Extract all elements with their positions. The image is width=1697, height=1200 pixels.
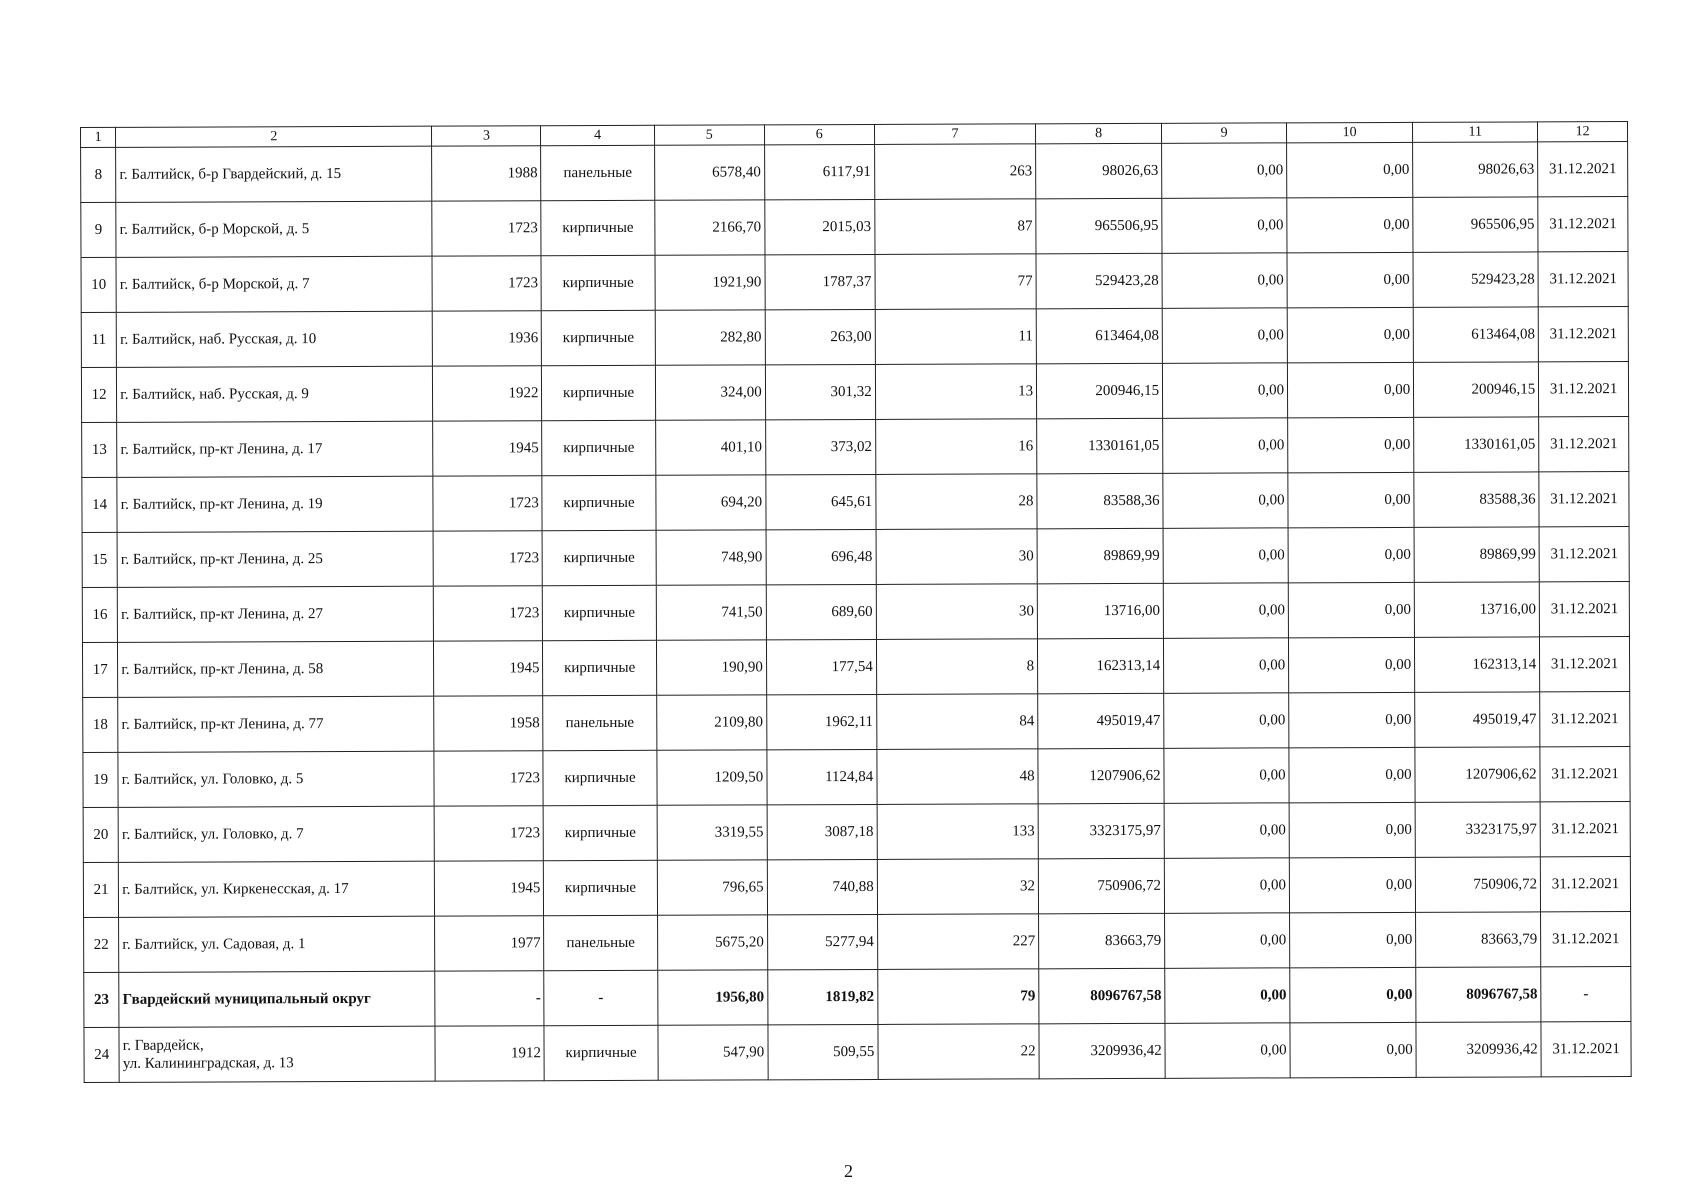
amount-cell: 0,00 xyxy=(1289,637,1415,692)
date-cell: 31.12.2021 xyxy=(1539,582,1629,637)
amount-cell: 3209936,42 xyxy=(1416,1022,1541,1077)
amount-cell: 0,00 xyxy=(1288,527,1414,582)
table-row xyxy=(83,692,1630,753)
amount-cell: 965506,95 xyxy=(1036,198,1162,253)
amount-cell: 1207906,62 xyxy=(1415,747,1540,802)
row-index-cell: 17 xyxy=(82,642,117,697)
amount-cell: 529423,28 xyxy=(1036,253,1162,308)
amount-cell: 8096767,58 xyxy=(1416,967,1541,1022)
table-row xyxy=(81,142,1628,203)
year-cell: 1936 xyxy=(433,311,542,366)
table-row xyxy=(82,637,1629,698)
wall-material-cell: кирпичные xyxy=(542,475,655,530)
subtotal-row xyxy=(84,967,1631,1028)
table-row xyxy=(83,747,1630,808)
amount-cell: 200946,15 xyxy=(1036,363,1162,418)
total-area-cell: 5675,20 xyxy=(657,915,767,970)
amount-cell: 0,00 xyxy=(1289,802,1415,857)
date-cell: 31.12.2021 xyxy=(1539,472,1629,527)
year-cell: 1945 xyxy=(433,421,542,476)
living-area-cell: 1787,37 xyxy=(765,254,875,309)
amount-cell: 495019,47 xyxy=(1415,692,1540,747)
wall-material-cell: кирпичные xyxy=(544,860,657,915)
table-row xyxy=(84,1022,1631,1083)
amount-cell: 0,00 xyxy=(1287,142,1413,197)
living-area-cell: 696,48 xyxy=(766,529,876,584)
table-row xyxy=(83,802,1630,863)
wall-material-cell: кирпичные xyxy=(541,255,654,310)
living-area-cell: 740,88 xyxy=(767,859,877,914)
residents-cell: 227 xyxy=(877,914,1039,970)
total-area-cell: 3319,55 xyxy=(657,805,767,860)
date-cell: 31.12.2021 xyxy=(1541,1022,1631,1077)
column-number: 8 xyxy=(1036,123,1162,143)
amount-cell: 965506,95 xyxy=(1413,197,1538,252)
address-cell: г. Балтийск, наб. Русская, д. 10 xyxy=(116,311,432,367)
year-cell: 1723 xyxy=(435,806,544,861)
amount-cell: 13716,00 xyxy=(1414,582,1539,637)
wall-material-cell: кирпичные xyxy=(541,200,654,255)
amount-cell: 0,00 xyxy=(1289,692,1415,747)
year-cell: 1723 xyxy=(432,201,541,256)
total-area-cell: 1956,80 xyxy=(657,970,767,1025)
wall-material-cell: кирпичные xyxy=(544,1025,657,1080)
living-area-cell: 263,00 xyxy=(765,309,875,364)
amount-cell: 0,00 xyxy=(1288,472,1414,527)
total-area-cell: 324,00 xyxy=(655,365,765,420)
address-cell: г. Балтийск, пр-кт Ленина, д. 17 xyxy=(117,421,433,477)
address-cell: г. Балтийск, пр-кт Ленина, д. 19 xyxy=(117,476,433,532)
table-row xyxy=(82,417,1629,478)
year-cell: 1945 xyxy=(434,641,543,696)
wall-material-cell: кирпичные xyxy=(543,585,656,640)
amount-cell: 0,00 xyxy=(1162,143,1287,198)
column-number: 3 xyxy=(432,126,541,146)
total-area-cell: 547,90 xyxy=(658,1025,768,1080)
amount-cell: 0,00 xyxy=(1164,803,1289,858)
row-index-cell: 16 xyxy=(82,587,117,642)
row-index-cell: 22 xyxy=(84,917,119,972)
address-cell: г. Балтийск, б-р Морской, д. 5 xyxy=(116,201,432,257)
amount-cell: 495019,47 xyxy=(1038,693,1164,748)
amount-cell: 0,00 xyxy=(1165,913,1290,968)
amount-cell: 89869,99 xyxy=(1037,528,1163,583)
amount-cell: 0,00 xyxy=(1162,308,1287,363)
row-index-cell: 20 xyxy=(83,807,118,862)
column-number: 1 xyxy=(81,127,116,147)
column-number: 5 xyxy=(654,125,764,145)
wall-material-cell: панельные xyxy=(541,145,654,200)
column-number: 6 xyxy=(764,124,874,144)
year-cell: 1912 xyxy=(435,1026,544,1081)
amount-cell: 0,00 xyxy=(1288,582,1414,637)
amount-cell: 0,00 xyxy=(1163,473,1288,528)
date-cell: 31.12.2021 xyxy=(1538,252,1628,307)
column-number: 7 xyxy=(874,124,1035,145)
row-index-cell: 21 xyxy=(83,862,118,917)
living-area-cell: 645,61 xyxy=(766,474,876,529)
amount-cell: 750906,72 xyxy=(1415,857,1540,912)
residents-cell: 16 xyxy=(875,419,1037,475)
year-cell: 1723 xyxy=(434,531,543,586)
row-index-cell: 10 xyxy=(81,257,116,312)
living-area-cell: 1124,84 xyxy=(767,749,877,804)
address-cell: г. Балтийск, наб. Русская, д. 9 xyxy=(117,366,433,422)
table-row xyxy=(81,197,1628,258)
amount-cell: 0,00 xyxy=(1165,1023,1290,1078)
amount-cell: 13716,00 xyxy=(1037,583,1163,638)
address-cell: г. Балтийск, пр-кт Ленина, д. 25 xyxy=(117,531,433,587)
address-cell: г. Балтийск, б-р Гвардейский, д. 15 xyxy=(116,146,432,202)
row-index-cell: 11 xyxy=(81,312,116,367)
amount-cell: 0,00 xyxy=(1163,528,1288,583)
living-area-cell: 1962,11 xyxy=(766,694,876,749)
amount-cell: 83663,79 xyxy=(1039,913,1165,968)
living-area-cell: 689,60 xyxy=(766,584,876,639)
amount-cell: 0,00 xyxy=(1287,252,1413,307)
row-index-cell: 24 xyxy=(84,1027,119,1082)
amount-cell: 0,00 xyxy=(1289,747,1415,802)
amount-cell: 0,00 xyxy=(1163,583,1288,638)
table-row xyxy=(81,362,1628,423)
date-cell: 31.12.2021 xyxy=(1538,307,1628,362)
date-cell: - xyxy=(1541,967,1631,1022)
amount-cell: 0,00 xyxy=(1164,693,1289,748)
table-row xyxy=(84,912,1631,973)
date-cell: 31.12.2021 xyxy=(1540,857,1630,912)
amount-cell: 1330161,05 xyxy=(1414,417,1539,472)
wall-material-cell: кирпичные xyxy=(542,365,655,420)
residents-cell: 8 xyxy=(876,639,1038,695)
total-area-cell: 694,20 xyxy=(656,475,766,530)
amount-cell: 3323175,97 xyxy=(1415,802,1540,857)
wall-material-cell: кирпичные xyxy=(543,530,656,585)
column-number: 4 xyxy=(541,125,654,145)
living-area-cell: 6117,91 xyxy=(764,144,874,199)
amount-cell: 613464,08 xyxy=(1413,307,1538,362)
address-cell: Гвардейский муниципальный округ xyxy=(119,971,435,1027)
living-area-cell: 3087,18 xyxy=(767,804,877,859)
housing-registry-table xyxy=(80,121,1632,1083)
date-cell: 31.12.2021 xyxy=(1541,912,1631,967)
living-area-cell: 177,54 xyxy=(766,639,876,694)
total-area-cell: 6578,40 xyxy=(654,145,764,200)
amount-cell: 0,00 xyxy=(1164,638,1289,693)
wall-material-cell: - xyxy=(544,970,657,1025)
amount-cell: 98026,63 xyxy=(1413,142,1538,197)
living-area-cell: 1819,82 xyxy=(767,969,877,1024)
wall-material-cell: кирпичные xyxy=(544,805,657,860)
date-cell: 31.12.2021 xyxy=(1539,362,1629,417)
amount-cell: 0,00 xyxy=(1290,967,1416,1022)
wall-material-cell: панельные xyxy=(543,695,656,750)
amount-cell: 0,00 xyxy=(1287,307,1413,362)
total-area-cell: 190,90 xyxy=(656,640,766,695)
address-cell: г. Балтийск, ул. Головко, д. 5 xyxy=(118,751,434,807)
year-cell: - xyxy=(435,971,544,1026)
amount-cell: 529423,28 xyxy=(1413,252,1538,307)
year-cell: 1922 xyxy=(433,366,542,421)
amount-cell: 162313,14 xyxy=(1415,637,1540,692)
column-number: 12 xyxy=(1538,122,1628,142)
amount-cell: 0,00 xyxy=(1162,253,1287,308)
total-area-cell: 2166,70 xyxy=(654,200,764,255)
wall-material-cell: кирпичные xyxy=(543,640,656,695)
column-number: 11 xyxy=(1413,122,1538,142)
residents-cell: 133 xyxy=(877,804,1039,860)
date-cell: 31.12.2021 xyxy=(1540,637,1630,692)
amount-cell: 750906,72 xyxy=(1038,858,1164,913)
residents-cell: 263 xyxy=(874,144,1036,200)
total-area-cell: 282,80 xyxy=(655,310,765,365)
wall-material-cell: кирпичные xyxy=(542,420,655,475)
amount-cell: 83588,36 xyxy=(1037,473,1163,528)
address-cell: г. Балтийск, пр-кт Ленина, д. 77 xyxy=(118,696,434,752)
date-cell: 31.12.2021 xyxy=(1540,747,1630,802)
row-index-cell: 12 xyxy=(81,367,116,422)
amount-cell: 200946,15 xyxy=(1414,362,1539,417)
address-cell: г. Балтийск, ул. Киркенесская, д. 17 xyxy=(119,861,435,917)
amount-cell: 0,00 xyxy=(1164,858,1289,913)
year-cell: 1977 xyxy=(435,916,544,971)
residents-cell: 11 xyxy=(875,309,1037,365)
year-cell: 1988 xyxy=(432,146,541,201)
address-cell: г. Гвардейск, ул. Калининградская, д. 13 xyxy=(119,1026,435,1082)
amount-cell: 1330161,05 xyxy=(1037,418,1163,473)
amount-cell: 0,00 xyxy=(1288,362,1414,417)
amount-cell: 0,00 xyxy=(1287,197,1413,252)
row-index-cell: 15 xyxy=(82,532,117,587)
amount-cell: 0,00 xyxy=(1288,417,1414,472)
date-cell: 31.12.2021 xyxy=(1538,142,1628,197)
residents-cell: 32 xyxy=(877,859,1039,915)
table-row xyxy=(82,582,1629,643)
total-area-cell: 741,50 xyxy=(656,585,766,640)
row-index-cell: 9 xyxy=(81,202,116,257)
table-row xyxy=(81,252,1628,313)
amount-cell: 83588,36 xyxy=(1414,472,1539,527)
row-index-cell: 23 xyxy=(84,972,119,1027)
year-cell: 1723 xyxy=(434,751,543,806)
amount-cell: 8096767,58 xyxy=(1039,968,1165,1023)
column-number: 10 xyxy=(1287,122,1413,142)
wall-material-cell: панельные xyxy=(544,915,657,970)
residents-cell: 13 xyxy=(875,364,1037,420)
total-area-cell: 2109,80 xyxy=(656,695,766,750)
amount-cell: 0,00 xyxy=(1162,198,1287,253)
living-area-cell: 5277,94 xyxy=(767,914,877,969)
address-cell: г. Балтийск, пр-кт Ленина, д. 27 xyxy=(118,586,434,642)
living-area-cell: 301,32 xyxy=(765,364,875,419)
amount-cell: 98026,63 xyxy=(1036,143,1162,198)
residents-cell: 22 xyxy=(878,1024,1040,1080)
row-index-cell: 18 xyxy=(83,697,118,752)
table-row xyxy=(82,472,1629,533)
date-cell: 31.12.2021 xyxy=(1539,527,1629,582)
residents-cell: 30 xyxy=(876,584,1038,640)
year-cell: 1958 xyxy=(434,696,543,751)
amount-cell: 162313,14 xyxy=(1038,638,1164,693)
address-cell: г. Балтийск, ул. Головко, д. 7 xyxy=(118,806,434,862)
column-number: 2 xyxy=(116,126,432,147)
year-cell: 1945 xyxy=(435,861,544,916)
date-cell: 31.12.2021 xyxy=(1538,197,1628,252)
wall-material-cell: кирпичные xyxy=(543,750,656,805)
page-number: 2 xyxy=(844,1161,853,1181)
row-index-cell: 13 xyxy=(82,422,117,477)
amount-cell: 0,00 xyxy=(1164,748,1289,803)
address-cell: г. Балтийск, ул. Садовая, д. 1 xyxy=(119,916,435,972)
table-row xyxy=(81,307,1628,368)
residents-cell: 77 xyxy=(875,254,1037,310)
amount-cell: 3323175,97 xyxy=(1038,803,1164,858)
column-number: 9 xyxy=(1162,123,1287,143)
amount-cell: 3209936,42 xyxy=(1039,1023,1165,1078)
living-area-cell: 509,55 xyxy=(768,1024,878,1079)
date-cell: 31.12.2021 xyxy=(1539,417,1629,472)
address-cell: г. Балтийск, б-р Морской, д. 7 xyxy=(116,256,432,312)
total-area-cell: 1209,50 xyxy=(657,750,767,805)
date-cell: 31.12.2021 xyxy=(1540,692,1630,747)
address-cell: г. Балтийск, пр-кт Ленина, д. 58 xyxy=(118,641,434,697)
amount-cell: 83663,79 xyxy=(1416,912,1541,967)
amount-cell: 0,00 xyxy=(1165,968,1290,1023)
residents-cell: 48 xyxy=(877,749,1039,805)
amount-cell: 0,00 xyxy=(1289,857,1415,912)
row-index-cell: 8 xyxy=(81,147,116,202)
row-index-cell: 14 xyxy=(82,477,117,532)
wall-material-cell: кирпичные xyxy=(542,310,655,365)
table-row xyxy=(83,857,1630,918)
residents-cell: 87 xyxy=(875,199,1037,255)
table-row xyxy=(82,527,1629,588)
residents-cell: 30 xyxy=(876,529,1038,585)
year-cell: 1723 xyxy=(432,256,541,311)
residents-cell: 28 xyxy=(876,474,1038,530)
year-cell: 1723 xyxy=(433,476,542,531)
amount-cell: 0,00 xyxy=(1163,363,1288,418)
amount-cell: 0,00 xyxy=(1290,912,1416,967)
date-cell: 31.12.2021 xyxy=(1540,802,1630,857)
total-area-cell: 748,90 xyxy=(656,530,766,585)
amount-cell: 1207906,62 xyxy=(1038,748,1164,803)
row-index-cell: 19 xyxy=(83,752,118,807)
year-cell: 1723 xyxy=(434,586,543,641)
amount-cell: 0,00 xyxy=(1163,418,1288,473)
total-area-cell: 1921,90 xyxy=(655,255,765,310)
living-area-cell: 373,02 xyxy=(765,419,875,474)
total-area-cell: 401,10 xyxy=(655,420,765,475)
living-area-cell: 2015,03 xyxy=(765,199,875,254)
amount-cell: 0,00 xyxy=(1290,1022,1416,1077)
amount-cell: 613464,08 xyxy=(1036,308,1162,363)
residents-cell: 79 xyxy=(877,969,1039,1025)
residents-cell: 84 xyxy=(876,694,1038,750)
amount-cell: 89869,99 xyxy=(1414,527,1539,582)
total-area-cell: 796,65 xyxy=(657,860,767,915)
